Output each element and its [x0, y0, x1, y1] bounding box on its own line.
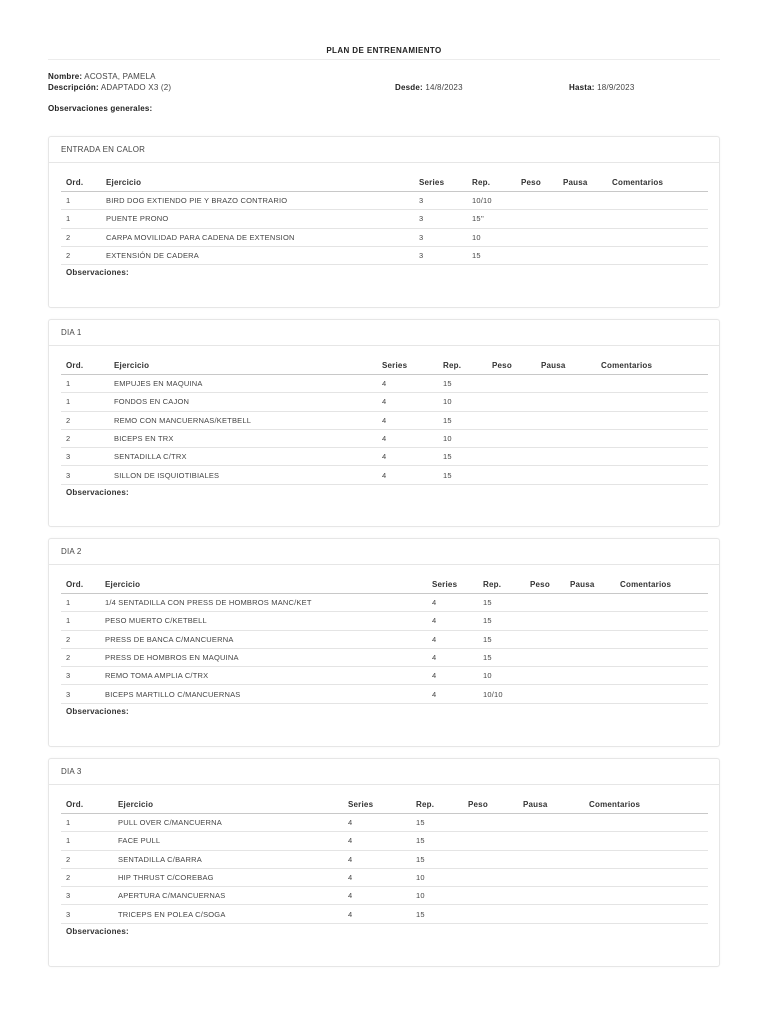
- cell-ejercicio: PUENTE PRONO: [101, 210, 414, 228]
- ord-header: Ord.: [61, 356, 109, 375]
- ejercicio-header: Ejercicio: [101, 173, 414, 192]
- cell-comentarios: [596, 448, 708, 466]
- cell-rep: 15: [438, 375, 487, 393]
- cell-comentarios: [584, 887, 708, 905]
- cell-comentarios: [607, 246, 708, 264]
- table-row: [61, 648, 708, 666]
- cell-peso: [463, 887, 518, 905]
- table-row: [61, 448, 708, 466]
- cell-series: 4: [427, 630, 478, 648]
- cell-peso: [516, 192, 558, 210]
- cell-peso: [525, 594, 565, 612]
- cell-ejercicio: SENTADILLA C/TRX: [109, 448, 377, 466]
- series-header: Series: [414, 173, 467, 192]
- cell-ejercicio: EMPUJES EN MAQUINA: [109, 375, 377, 393]
- cell-peso: [516, 246, 558, 264]
- cell-ord: 3: [61, 448, 109, 466]
- cell-rep: 10: [438, 429, 487, 447]
- cell-pausa: [536, 448, 596, 466]
- comentarios-header: Comentarios: [584, 795, 708, 814]
- series-header: Series: [427, 575, 478, 594]
- cell-comentarios: [615, 594, 708, 612]
- cell-ord: 2: [61, 868, 113, 886]
- section-card: [48, 538, 720, 747]
- pausa-header: Pausa: [518, 795, 584, 814]
- exercise-table: [61, 356, 708, 485]
- cell-ejercicio: TRICEPS EN POLEA C/SOGA: [113, 905, 343, 923]
- nombre-label: Nombre:: [48, 72, 83, 81]
- ord-header: Ord.: [61, 795, 113, 814]
- cell-pausa: [565, 612, 615, 630]
- cell-comentarios: [615, 648, 708, 666]
- cell-pausa: [518, 814, 584, 832]
- cell-peso: [487, 393, 536, 411]
- rep-header: Rep.: [467, 173, 516, 192]
- rep-header: Rep.: [411, 795, 463, 814]
- descripcion-label: Descripción:: [48, 83, 99, 92]
- cell-pausa: [558, 210, 607, 228]
- cell-rep: 15: [478, 612, 525, 630]
- cell-ejercicio: FACE PULL: [113, 832, 343, 850]
- observaciones-label: Observaciones:: [66, 487, 129, 497]
- cell-series: 4: [343, 868, 411, 886]
- hasta-line: [569, 83, 634, 92]
- comentarios-header: Comentarios: [596, 356, 708, 375]
- cell-series: 4: [343, 905, 411, 923]
- pausa-header: Pausa: [558, 173, 607, 192]
- table-header-row: [61, 356, 708, 375]
- nombre-line: [48, 72, 156, 81]
- cell-ord: 2: [61, 429, 109, 447]
- cell-rep: 15: [411, 850, 463, 868]
- pausa-header: Pausa: [565, 575, 615, 594]
- cell-ord: 3: [61, 887, 113, 905]
- table-row: [61, 192, 708, 210]
- cell-series: 4: [343, 832, 411, 850]
- cell-rep: 15: [411, 905, 463, 923]
- cell-ejercicio: FONDOS EN CAJON: [109, 393, 377, 411]
- cell-rep: 15: [411, 814, 463, 832]
- cell-series: 4: [377, 429, 438, 447]
- cell-peso: [487, 375, 536, 393]
- observaciones-label: Observaciones:: [66, 926, 129, 936]
- section-title: DIA 2: [49, 539, 719, 565]
- cell-pausa: [536, 429, 596, 447]
- cell-ejercicio: 1/4 SENTADILLA CON PRESS DE HOMBROS MANC/KET: [100, 594, 427, 612]
- table-row: [61, 429, 708, 447]
- cell-rep: 10: [438, 393, 487, 411]
- cell-ejercicio: PULL OVER C/MANCUERNA: [113, 814, 343, 832]
- cell-peso: [463, 814, 518, 832]
- section-card: [48, 758, 720, 967]
- cell-ord: 2: [61, 228, 101, 246]
- cell-pausa: [558, 228, 607, 246]
- table-header-row: [61, 173, 708, 192]
- series-header: Series: [343, 795, 411, 814]
- rep-header: Rep.: [438, 356, 487, 375]
- table-row: [61, 832, 708, 850]
- section-card: [48, 136, 720, 308]
- cell-pausa: [565, 594, 615, 612]
- exercise-table: [61, 575, 708, 704]
- cell-ejercicio: PRESS DE BANCA C/MANCUERNA: [100, 630, 427, 648]
- cell-pausa: [558, 246, 607, 264]
- cell-series: 3: [414, 210, 467, 228]
- cell-pausa: [565, 630, 615, 648]
- cell-ejercicio: CARPA MOVILIDAD PARA CADENA DE EXTENSION: [101, 228, 414, 246]
- table-row: [61, 612, 708, 630]
- cell-ord: 1: [61, 375, 109, 393]
- cell-rep: 10/10: [467, 192, 516, 210]
- desde-line: [395, 83, 463, 92]
- table-row: [61, 905, 708, 923]
- cell-rep: 15: [478, 594, 525, 612]
- title-divider: [48, 59, 720, 60]
- cell-comentarios: [615, 685, 708, 703]
- cell-pausa: [518, 850, 584, 868]
- section-title: DIA 1: [49, 320, 719, 346]
- cell-rep: 10: [467, 228, 516, 246]
- cell-series: 4: [427, 612, 478, 630]
- cell-rep: 15: [478, 630, 525, 648]
- cell-ejercicio: HIP THRUST C/COREBAG: [113, 868, 343, 886]
- peso-header: Peso: [516, 173, 558, 192]
- cell-ejercicio: REMO CON MANCUERNAS/KETBELL: [109, 411, 377, 429]
- descripcion-value: ADAPTADO X3 (2): [100, 83, 172, 92]
- cell-pausa: [518, 832, 584, 850]
- cell-ejercicio: BIRD DOG EXTIENDO PIE Y BRAZO CONTRARIO: [101, 192, 414, 210]
- cell-ord: 1: [61, 814, 113, 832]
- comentarios-header: Comentarios: [615, 575, 708, 594]
- cell-pausa: [565, 648, 615, 666]
- table-row: [61, 594, 708, 612]
- cell-ejercicio: BICEPS MARTILLO C/MANCUERNAS: [100, 685, 427, 703]
- cell-peso: [487, 466, 536, 484]
- cell-ord: 2: [61, 411, 109, 429]
- table-row: [61, 466, 708, 484]
- table-row: [61, 685, 708, 703]
- cell-comentarios: [584, 814, 708, 832]
- descripcion-line: [48, 83, 171, 92]
- cell-rep: 15: [438, 411, 487, 429]
- cell-rep: 15: [467, 246, 516, 264]
- cell-ord: 2: [61, 648, 100, 666]
- cell-pausa: [565, 685, 615, 703]
- cell-comentarios: [596, 411, 708, 429]
- cell-series: 4: [343, 850, 411, 868]
- table-row: [61, 814, 708, 832]
- page-title: PLAN DE ENTRENAMIENTO: [326, 46, 442, 55]
- table-header-row: [61, 795, 708, 814]
- observaciones-generales-label: Observaciones generales:: [48, 104, 153, 113]
- cell-peso: [516, 228, 558, 246]
- cell-series: 4: [427, 594, 478, 612]
- cell-peso: [487, 411, 536, 429]
- cell-comentarios: [615, 612, 708, 630]
- cell-ord: 1: [61, 612, 100, 630]
- cell-pausa: [558, 192, 607, 210]
- cell-series: 4: [427, 648, 478, 666]
- cell-ord: 1: [61, 393, 109, 411]
- cell-peso: [463, 832, 518, 850]
- cell-ord: 1: [61, 192, 101, 210]
- cell-ord: 3: [61, 667, 100, 685]
- table-row: [61, 393, 708, 411]
- cell-series: 4: [377, 411, 438, 429]
- cell-rep: 15: [411, 832, 463, 850]
- cell-pausa: [536, 466, 596, 484]
- pausa-header: Pausa: [536, 356, 596, 375]
- cell-pausa: [518, 905, 584, 923]
- table-row: [61, 375, 708, 393]
- cell-ord: 1: [61, 832, 113, 850]
- ord-header: Ord.: [61, 575, 100, 594]
- cell-pausa: [536, 393, 596, 411]
- cell-pausa: [565, 667, 615, 685]
- cell-ejercicio: REMO TOMA AMPLIA C/TRX: [100, 667, 427, 685]
- cell-ord: 2: [61, 630, 100, 648]
- cell-rep: 15'': [467, 210, 516, 228]
- cell-ejercicio: APERTURA C/MANCUERNAS: [113, 887, 343, 905]
- table-row: [61, 667, 708, 685]
- hasta-label: Hasta:: [569, 83, 595, 92]
- table-row: [61, 228, 708, 246]
- cell-rep: 10/10: [478, 685, 525, 703]
- series-header: Series: [377, 356, 438, 375]
- cell-comentarios: [596, 429, 708, 447]
- cell-rep: 10: [411, 887, 463, 905]
- table-row: [61, 630, 708, 648]
- ord-header: Ord.: [61, 173, 101, 192]
- cell-series: 3: [414, 246, 467, 264]
- cell-rep: 10: [411, 868, 463, 886]
- cell-ord: 3: [61, 466, 109, 484]
- cell-peso: [525, 630, 565, 648]
- cell-ejercicio: EXTENSIÓN DE CADERA: [101, 246, 414, 264]
- cell-peso: [487, 448, 536, 466]
- peso-header: Peso: [463, 795, 518, 814]
- observaciones-label: Observaciones:: [66, 706, 129, 716]
- cell-ord: 2: [61, 246, 101, 264]
- cell-comentarios: [596, 375, 708, 393]
- cell-pausa: [536, 375, 596, 393]
- peso-header: Peso: [487, 356, 536, 375]
- cell-rep: 10: [478, 667, 525, 685]
- cell-ord: 3: [61, 685, 100, 703]
- ejercicio-header: Ejercicio: [109, 356, 377, 375]
- observaciones-label: Observaciones:: [66, 268, 129, 278]
- cell-series: 4: [377, 448, 438, 466]
- cell-series: 4: [377, 466, 438, 484]
- cell-peso: [525, 612, 565, 630]
- table-row: [61, 868, 708, 886]
- cell-peso: [487, 429, 536, 447]
- table-row: [61, 210, 708, 228]
- cell-comentarios: [584, 868, 708, 886]
- ejercicio-header: Ejercicio: [100, 575, 427, 594]
- cell-comentarios: [615, 630, 708, 648]
- ejercicio-header: Ejercicio: [113, 795, 343, 814]
- cell-series: 4: [427, 685, 478, 703]
- peso-header: Peso: [525, 575, 565, 594]
- table-row: [61, 246, 708, 264]
- cell-peso: [516, 210, 558, 228]
- cell-comentarios: [607, 228, 708, 246]
- cell-peso: [463, 850, 518, 868]
- cell-rep: 15: [438, 466, 487, 484]
- cell-comentarios: [584, 850, 708, 868]
- cell-series: 4: [343, 814, 411, 832]
- cell-peso: [525, 648, 565, 666]
- cell-ord: 1: [61, 594, 100, 612]
- cell-series: 4: [377, 375, 438, 393]
- cell-ord: 2: [61, 850, 113, 868]
- cell-peso: [463, 905, 518, 923]
- comentarios-header: Comentarios: [607, 173, 708, 192]
- section-title: DIA 3: [49, 759, 719, 785]
- exercise-table: [61, 173, 708, 265]
- cell-pausa: [536, 411, 596, 429]
- observaciones-generales: [48, 104, 152, 113]
- cell-ord: 1: [61, 210, 101, 228]
- cell-series: 3: [414, 192, 467, 210]
- cell-comentarios: [584, 832, 708, 850]
- cell-series: 4: [427, 667, 478, 685]
- cell-ejercicio: BICEPS EN TRX: [109, 429, 377, 447]
- cell-pausa: [518, 868, 584, 886]
- section-card: [48, 319, 720, 527]
- cell-pausa: [518, 887, 584, 905]
- cell-ejercicio: SENTADILLA C/BARRA: [113, 850, 343, 868]
- cell-rep: 15: [478, 648, 525, 666]
- cell-ord: 3: [61, 905, 113, 923]
- cell-comentarios: [584, 905, 708, 923]
- cell-comentarios: [607, 210, 708, 228]
- hasta-value: 18/9/2023: [597, 83, 635, 92]
- cell-ejercicio: PRESS DE HOMBROS EN MAQUINA: [100, 648, 427, 666]
- table-row: [61, 887, 708, 905]
- cell-series: 4: [377, 393, 438, 411]
- desde-value: 14/8/2023: [425, 83, 463, 92]
- cell-comentarios: [607, 192, 708, 210]
- cell-ejercicio: SILLON DE ISQUIOTIBIALES: [109, 466, 377, 484]
- section-title: ENTRADA EN CALOR: [49, 137, 719, 163]
- table-row: [61, 850, 708, 868]
- exercise-table: [61, 795, 708, 924]
- cell-rep: 15: [438, 448, 487, 466]
- cell-series: 4: [343, 887, 411, 905]
- cell-comentarios: [615, 667, 708, 685]
- desde-label: Desde:: [395, 83, 423, 92]
- cell-comentarios: [596, 393, 708, 411]
- table-header-row: [61, 575, 708, 594]
- cell-peso: [525, 667, 565, 685]
- table-row: [61, 411, 708, 429]
- rep-header: Rep.: [478, 575, 525, 594]
- cell-ejercicio: PESO MUERTO C/KETBELL: [100, 612, 427, 630]
- cell-peso: [525, 685, 565, 703]
- cell-series: 3: [414, 228, 467, 246]
- cell-comentarios: [596, 466, 708, 484]
- cell-peso: [463, 868, 518, 886]
- nombre-value: ACOSTA, PAMELA: [84, 72, 156, 81]
